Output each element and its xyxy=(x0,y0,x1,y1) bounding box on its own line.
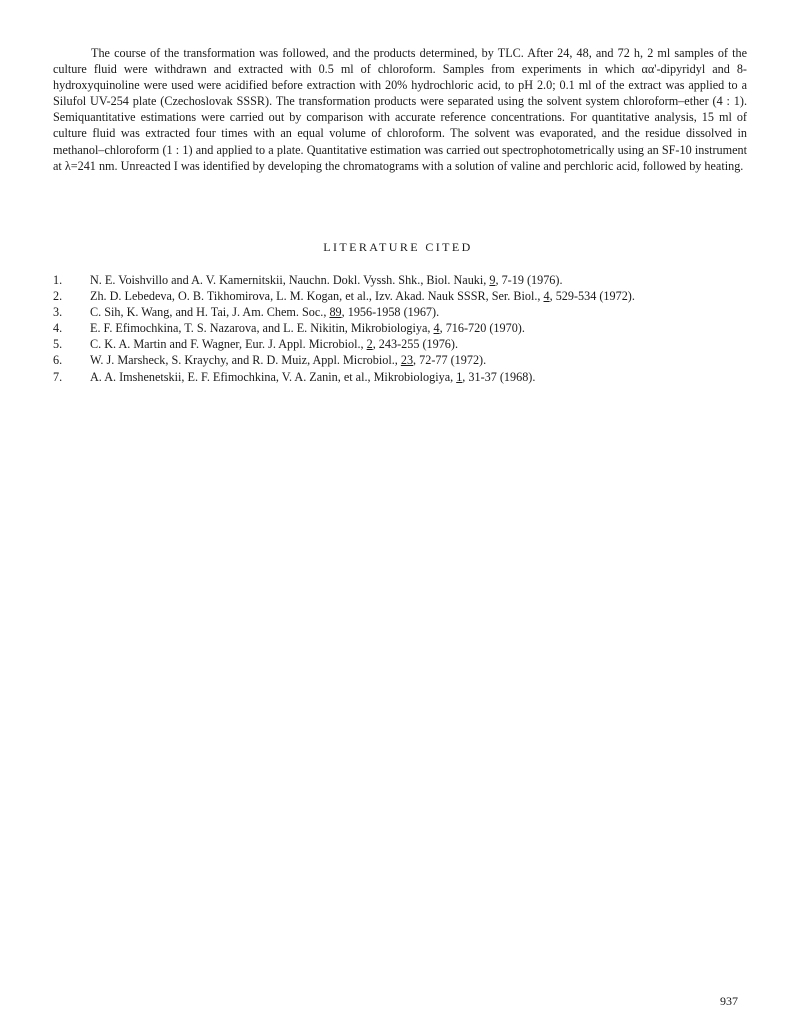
reference-number: 3. xyxy=(53,305,63,320)
reference-text xyxy=(90,288,747,304)
reference-number: 6. xyxy=(53,353,63,368)
reference-text xyxy=(90,272,747,288)
literature-cited-heading: LITERATURE CITED xyxy=(323,240,473,254)
body-paragraph: The course of the transformation was followed, and the products determined, by TLC. After 24, 48, and 72 h, 2 ml samples of the culture fluid were withdrawn and extracted with 0.5 ml of chloroform. Samples from experiments in which αα'-dipyridyl and 8-hydroxyquinoline were used were acidified before extraction with 20% hydrochloric acid, to pH 2.0; 0.1 ml of the extract was applied to a Silufol UV-254 plate (Czechoslovak SSSR). The transformation products were separated using the solvent system chloroform–ether (4 : 1). Semiquantitative estimations were carried out by comparison with accurate reference concentrations. For quantitative analysis, 15 ml of culture fluid was extracted four times with an equal volume of chloroform. The solvent was evaporated, and the residue dissolved in methanol–chloroform (1 : 1) and applied to a plate. Quantitative estimation was carried out spectrophotometrically using an SF-10 instrument at λ=241 nm. Unreacted I was identified by developing the chromatograms with a solution of valine and perchloric acid, followed by heating. xyxy=(53,46,747,173)
reference-volume: 23 xyxy=(400,353,414,368)
reference-text xyxy=(90,320,747,336)
reference-list xyxy=(53,272,747,385)
reference-pages-year: , 529-534 (1972). xyxy=(549,289,635,304)
reference-citation: E. F. Efimochkina, T. S. Nazarova, and L. E. Nikitin, Mikrobiologiya, xyxy=(90,321,434,336)
reference-item-4 xyxy=(53,320,747,336)
reference-pages-year: , 1956-1958 (1967). xyxy=(341,305,440,320)
reference-citation: N. E. Voishvillo and A. V. Kamernitskii, Nauchn. Dokl. Vyssh. Shk., Biol. Nauki, xyxy=(90,273,490,287)
reference-pages-year: , 31-37 (1968). xyxy=(462,369,536,384)
reference-volume: 2 xyxy=(366,337,373,352)
reference-volume: 89 xyxy=(329,305,342,320)
reference-citation: C. Sih, K. Wang, and H. Tai, J. Am. Chem. Soc., xyxy=(90,305,330,320)
reference-pages-year: , 716-720 (1970). xyxy=(439,321,525,336)
reference-item-1 xyxy=(53,272,747,288)
reference-item-5 xyxy=(53,336,747,352)
reference-item-7 xyxy=(53,369,747,385)
reference-number: 2. xyxy=(53,289,63,304)
reference-item-3 xyxy=(53,304,747,320)
reference-volume: 9 xyxy=(489,273,496,287)
reference-number: 4. xyxy=(53,321,63,336)
reference-citation: C. K. A. Martin and F. Wagner, Eur. J. Appl. Microbiol., xyxy=(90,337,367,352)
reference-number: 5. xyxy=(53,337,63,352)
reference-item-6 xyxy=(53,352,747,368)
reference-text xyxy=(90,369,747,385)
reference-text xyxy=(90,336,747,352)
reference-citation: A. A. Imshenetskii, E. F. Efimochkina, V. A. Zanin, et al., Mikrobiologiya, xyxy=(90,369,457,384)
reference-volume: 1 xyxy=(456,369,463,384)
reference-pages-year: , 72-77 (1972). xyxy=(413,353,487,368)
reference-citation: W. J. Marsheck, S. Kraychy, and R. D. Muiz, Appl. Microbiol., xyxy=(90,353,401,368)
reference-citation: Zh. D. Lebedeva, O. B. Tikhomirova, L. M. Kogan, et al., Izv. Akad. Nauk SSSR, Ser. Biol., xyxy=(90,289,544,304)
reference-text xyxy=(90,352,747,368)
reference-item-2 xyxy=(53,288,747,304)
reference-text xyxy=(90,304,747,320)
reference-pages-year: , 7-19 (1976). xyxy=(495,273,563,287)
reference-number: 7. xyxy=(53,369,63,384)
reference-volume: 4 xyxy=(543,289,550,304)
reference-volume: 4 xyxy=(433,321,440,336)
reference-pages-year: , 243-255 (1976). xyxy=(372,337,459,352)
reference-number: 1. xyxy=(53,273,63,287)
page-number: 937 xyxy=(720,994,738,1008)
